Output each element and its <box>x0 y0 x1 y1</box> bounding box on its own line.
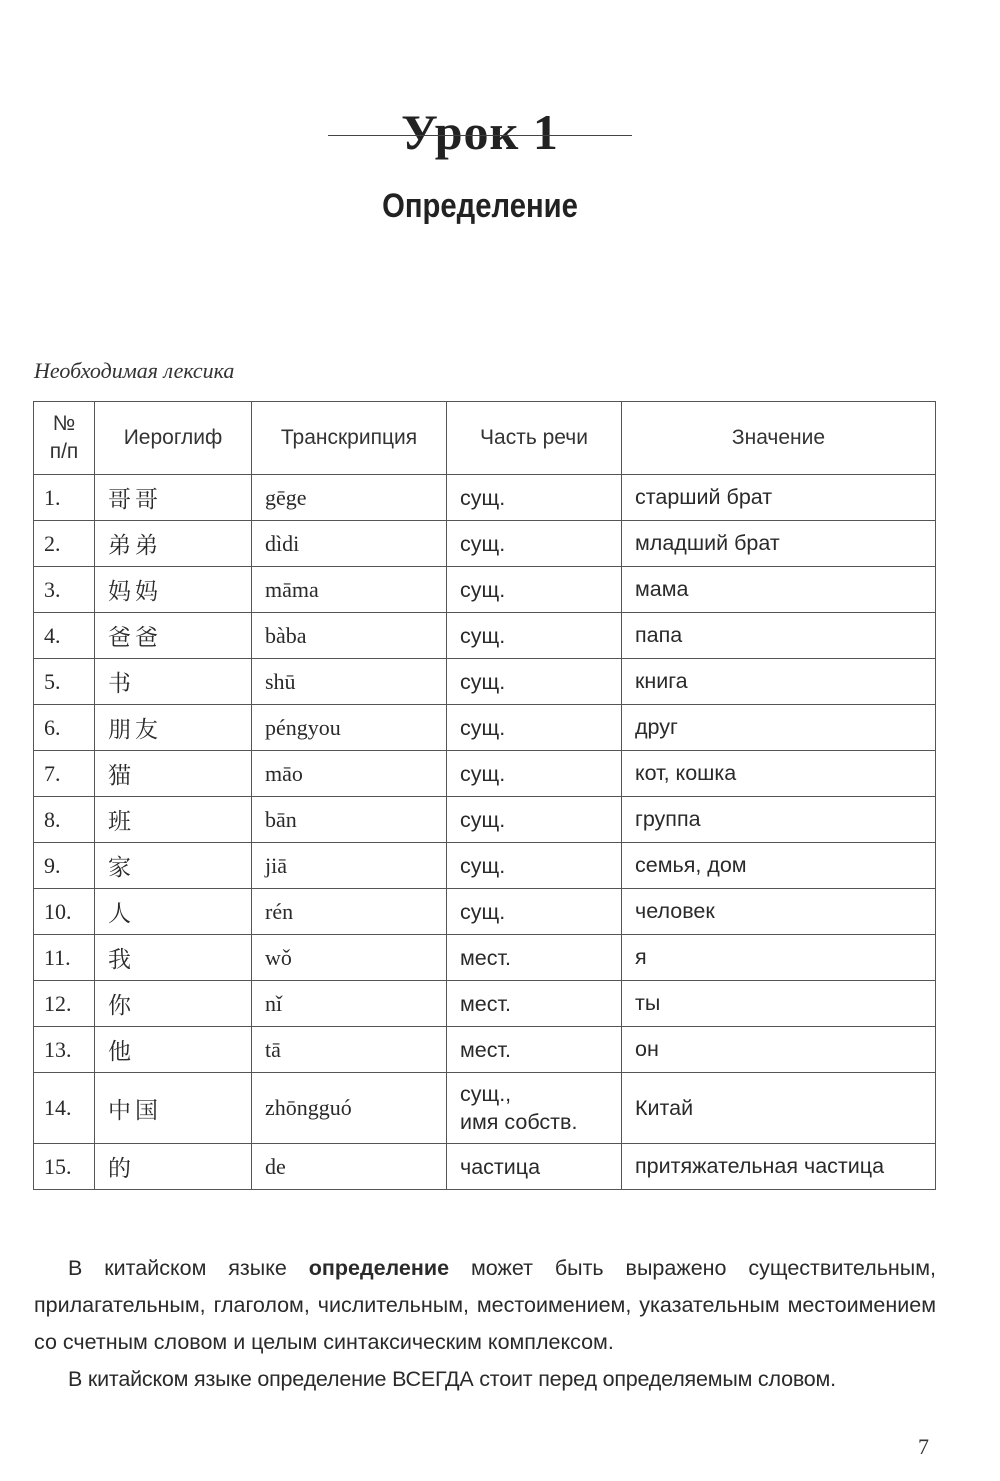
header-meaning: Значение <box>622 402 936 475</box>
row-number: 1. <box>34 475 95 521</box>
row-number: 12. <box>34 981 95 1027</box>
row-hanzi: 家 <box>95 843 252 889</box>
row-part-of-speech-line: частица <box>460 1154 541 1179</box>
row-part-of-speech-line: сущ. <box>460 485 506 510</box>
row-hanzi: 中国 <box>95 1073 252 1144</box>
row-number: 4. <box>34 613 95 659</box>
row-number: 15. <box>34 1144 95 1190</box>
row-meaning: мама <box>622 567 936 613</box>
row-part-of-speech <box>447 1144 622 1190</box>
lesson-title: Урок 1 <box>401 103 559 160</box>
row-part-of-speech <box>447 751 622 797</box>
row-number: 10. <box>34 889 95 935</box>
paragraph-1-after: может быть выражено существительным, прилагательным, глаголом, числительным, местоимением, указательным местоимением со счетным словом и целым синтаксическим комплексом. <box>34 1256 937 1354</box>
definition-paragraph <box>34 1250 936 1361</box>
row-meaning: он <box>622 1027 936 1073</box>
row-hanzi: 他 <box>95 1027 252 1073</box>
row-meaning: старший брат <box>622 475 936 521</box>
row-meaning: группа <box>622 797 936 843</box>
row-transcription: nǐ <box>252 981 447 1027</box>
table-row <box>34 797 936 843</box>
table-row <box>34 705 936 751</box>
table-header-row <box>34 402 936 475</box>
table-row <box>34 659 936 705</box>
row-number: 2. <box>34 521 95 567</box>
row-number: 3. <box>34 567 95 613</box>
row-meaning: друг <box>622 705 936 751</box>
row-meaning: человек <box>622 889 936 935</box>
row-transcription: péngyou <box>252 705 447 751</box>
row-part-of-speech-line: сущ. <box>460 577 506 602</box>
row-number: 7. <box>34 751 95 797</box>
table-row <box>34 1027 936 1073</box>
row-meaning: кот, кошка <box>622 751 936 797</box>
row-number: 8. <box>34 797 95 843</box>
row-transcription: zhōngguó <box>252 1073 447 1144</box>
row-transcription: māma <box>252 567 447 613</box>
row-number: 14. <box>34 1073 95 1144</box>
row-meaning: книга <box>622 659 936 705</box>
row-transcription: māo <box>252 751 447 797</box>
header-transcription: Транскрипция <box>252 402 447 475</box>
row-part-of-speech-line: сущ., <box>460 1082 512 1106</box>
row-part-of-speech-line: сущ. <box>460 761 506 786</box>
table-row <box>34 935 936 981</box>
row-number: 5. <box>34 659 95 705</box>
row-hanzi: 我 <box>95 935 252 981</box>
row-meaning: ты <box>622 981 936 1027</box>
table-row <box>34 751 936 797</box>
row-hanzi: 你 <box>95 981 252 1027</box>
table-row <box>34 981 936 1027</box>
row-number: 13. <box>34 1027 95 1073</box>
row-hanzi: 朋友 <box>95 705 252 751</box>
row-hanzi: 妈妈 <box>95 567 252 613</box>
table-row <box>34 567 936 613</box>
row-hanzi: 猫 <box>95 751 252 797</box>
row-transcription: jiā <box>252 843 447 889</box>
row-transcription: tā <box>252 1027 447 1073</box>
header-number-symbol: № <box>52 412 76 435</box>
row-part-of-speech <box>447 981 622 1027</box>
table-row <box>34 889 936 935</box>
row-hanzi: 班 <box>95 797 252 843</box>
table-row <box>34 1144 936 1190</box>
row-part-of-speech <box>447 1027 622 1073</box>
row-hanzi: 哥哥 <box>95 475 252 521</box>
row-part-of-speech-line: мест. <box>460 991 511 1016</box>
row-transcription: dìdi <box>252 521 447 567</box>
header-part-of-speech: Часть речи <box>447 402 622 475</box>
row-transcription: shū <box>252 659 447 705</box>
table-row <box>34 521 936 567</box>
row-meaning: младший брат <box>622 521 936 567</box>
row-part-of-speech-line: сущ. <box>460 531 506 556</box>
row-part-of-speech-line: мест. <box>460 945 511 970</box>
row-transcription: wǒ <box>252 935 447 981</box>
vocabulary-table <box>33 401 936 1190</box>
row-meaning: семья, дом <box>622 843 936 889</box>
topic-title: Определение <box>382 187 578 226</box>
word-order-paragraph: В китайском языке определение ВСЕГДА стоит перед определяемым словом. <box>68 1367 836 1391</box>
row-transcription: bàba <box>252 613 447 659</box>
row-meaning: притяжательная частица <box>622 1144 936 1190</box>
row-number: 11. <box>34 935 95 981</box>
row-number: 6. <box>34 705 95 751</box>
row-transcription: bān <box>252 797 447 843</box>
row-part-of-speech-line: сущ. <box>460 899 506 924</box>
table-row <box>34 613 936 659</box>
row-meaning: папа <box>622 613 936 659</box>
title-divider <box>328 135 632 136</box>
table-row <box>34 1073 936 1144</box>
row-transcription: rén <box>252 889 447 935</box>
row-part-of-speech <box>447 935 622 981</box>
row-part-of-speech-line: сущ. <box>460 853 506 878</box>
row-part-of-speech-line: сущ. <box>460 669 506 694</box>
row-part-of-speech-line: сущ. <box>460 715 506 740</box>
row-part-of-speech <box>447 475 622 521</box>
row-part-of-speech <box>447 797 622 843</box>
paragraph-1-before: В китайском языке <box>68 1256 309 1280</box>
row-part-of-speech <box>447 843 622 889</box>
row-transcription: gēge <box>252 475 447 521</box>
row-hanzi: 弟弟 <box>95 521 252 567</box>
row-hanzi: 爸爸 <box>95 613 252 659</box>
row-part-of-speech-line: мест. <box>460 1037 511 1062</box>
row-hanzi: 的 <box>95 1144 252 1190</box>
row-part-of-speech <box>447 613 622 659</box>
vocabulary-caption: Необходимая лексика <box>34 358 235 383</box>
row-meaning: я <box>622 935 936 981</box>
row-part-of-speech <box>447 705 622 751</box>
row-hanzi: 人 <box>95 889 252 935</box>
row-hanzi: 书 <box>95 659 252 705</box>
header-number <box>34 402 95 475</box>
row-part-of-speech <box>447 659 622 705</box>
paragraph-1-term: определение <box>308 1256 450 1280</box>
row-part-of-speech <box>447 1073 622 1144</box>
table-row <box>34 843 936 889</box>
table-row <box>34 475 936 521</box>
row-number: 9. <box>34 843 95 889</box>
page-number: 7 <box>918 1434 929 1459</box>
row-part-of-speech-line: сущ. <box>460 807 506 832</box>
row-part-of-speech <box>447 889 622 935</box>
row-part-of-speech-line: имя собств. <box>460 1110 578 1134</box>
row-part-of-speech <box>447 567 622 613</box>
header-number-abbr: п/п <box>49 440 79 463</box>
header-hanzi: Иероглиф <box>95 402 252 475</box>
row-part-of-speech <box>447 521 622 567</box>
row-meaning: Китай <box>622 1073 936 1144</box>
row-part-of-speech-line: сущ. <box>460 623 506 648</box>
row-transcription: de <box>252 1144 447 1190</box>
